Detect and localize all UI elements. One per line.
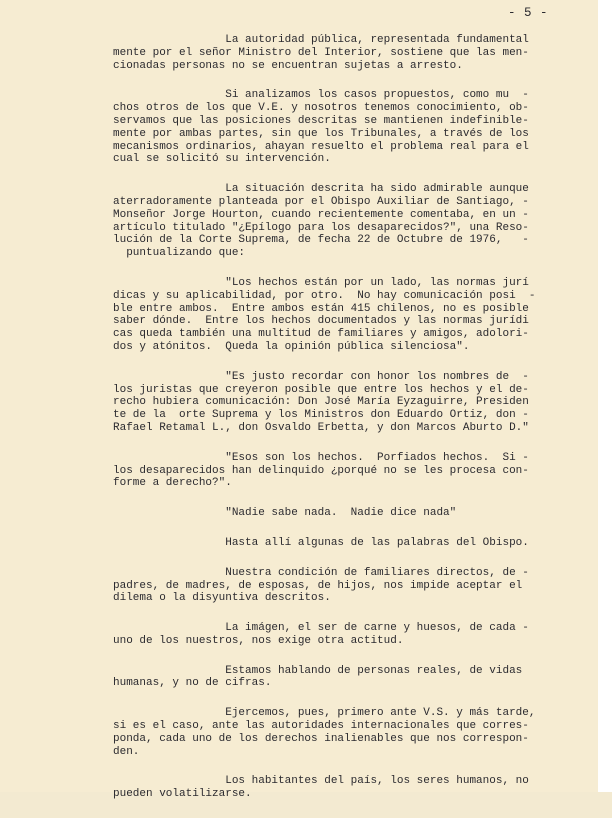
document-body [113,34,567,818]
paragraph: Ejercemos, pues, primero ante V.S. y más tarde, si es el caso, ante las autoridades internacionales que corres- ponda, cada uno de los derechos inalienables que nos correspon- den. [113,707,536,758]
page-number: - 5 - [508,6,549,20]
paragraph: La imágen, el ser de carne y huesos, de cada - uno de los nuestros, nos exige otra actitud. [113,622,529,647]
paragraph: Si analizamos los casos propuestos, como mu - chos otros de los que V.E. y nosotros tenemos conocimiento, ob- servamos que las posiciones descritas se mantienen indefinible- mente por ambas partes, sin que los Tribunales, a través de los mecanismos ordinarios, ahayan resuelto el problema real para el cual se solicitó su intervención. [113,89,529,166]
quote-paragraph: "Los hechos están por un lado, las normas jurí dicas y su aplicabilidad, por otro. No hay comunicación posi - ble entre ambos. Entre ambos están 415 chilenos, no es posible saber dónde. Entre los hechos documentados y las normas jurídi cas queda también una multitud de familiares y amigos, adolori- dos y atónitos. Queda la opinión pública silenciosa". [113,276,536,353]
quote-paragraph: "Es justo recordar con honor los nombres de - los juristas que creyeron posible que entre los hechos y el de- recho hubiera comunicación: Don José María Eyzaguirre, Presiden te de la orte Suprema y los Ministros don Eduardo Ortiz, don - Rafael Retamal L., don Osvaldo Erbetta, y don Marcos Aburto D." [113,370,529,434]
quote-paragraph: "Esos son los hechos. Porfiados hechos. Si - los desaparecidos han delinquido ¿porqué no se les procesa con- forme a derecho?". [113,451,529,490]
paragraph: Hasta allí algunas de las palabras del Obispo. [113,536,529,549]
quote-paragraph: "Nadie sabe nada. Nadie dice nada" [113,507,457,520]
paragraph: Los habitantes del país, los seres humanos, no pueden volatilizarse. [113,775,529,801]
paragraph: La autoridad pública, representada fundamental mente por el señor Ministro del Interior, sostiene que las men- cionadas personas no se encuentran sujetas a arresto. [113,34,529,72]
paragraph: Estamos hablando de personas reales, de vidas humanas, y no de cifras. [113,664,523,690]
scan-edge [598,0,612,792]
paragraph: Nuestra condición de familiares directos, de - padres, de madres, de esposas, de hijos, nos impide aceptar el dilema o la disyuntiva descritos. [113,566,529,605]
paragraph: La situación descrita ha sido admirable aunque aterradoramente planteada por el Obispo Auxiliar de Santiago, - Monseñor Jorge Hourton, cuando recientemente comentaba, en un - artículo titulado "¿Epílogo para los desaparecidos?", una Reso- lución de la Corte Suprema, de fecha 22 de Octubre de 1976, - puntualizando que: [113,183,529,260]
